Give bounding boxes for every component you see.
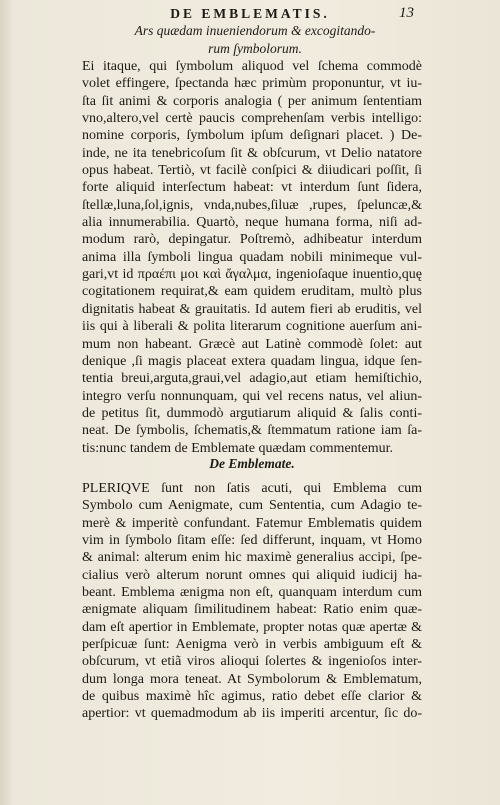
text-line: iis qui à liberali & polita literarum cognitione auerſum ani- — [82, 319, 422, 335]
text-line: de quibus maximè hîc agimus, ratio debet eſſe clarior & — [82, 689, 422, 705]
text-line: modum rarò, depingatur. Poſtremò, adhibeatur interdum — [82, 232, 422, 248]
text-line: ſtellæ,luna,ſol,ignis, vnda,nubes,ſiluæ ,rupes, ſpeluncæ,& — [82, 197, 422, 213]
text-line: dignitatis habeat & grauitatis. Id autem fieri ab eruditis, vel — [82, 301, 422, 317]
text-line: dum longa mora teneat. At Symbolorum & Emblematum, — [82, 671, 422, 687]
text-line: mum non habeant. Græcè aut Latinè commodè ſolet: aut — [82, 336, 422, 352]
text-line: opus habeat. Tertiò, vt facilè conſpici & diiudicari poſſit, ſi — [82, 163, 422, 179]
text-line: tentia breui,arguta,graui,vel adagio,aut etiam hemiſtichio, — [82, 371, 422, 387]
text-line: volet effingere, ſpectanda hæc primùm proponuntur, vt iu- — [82, 76, 422, 92]
paragraph-symbols — [82, 58, 422, 457]
text-line: PLERIQVE ſunt non ſatis acuti, qui Emblema cum — [82, 481, 422, 496]
text-line: dam eſt apertior in Emblemate, propter notas quæ apertæ & — [82, 619, 422, 635]
running-title: DE EMBLEMATIS. — [170, 6, 330, 21]
text-line: de petitus ſit, dummodò argutiarum aliquid & ſalis conti- — [82, 405, 422, 421]
section-heading: De Emblemate. — [209, 456, 295, 471]
subtitle-line-2: rum ſymbolorum. — [208, 41, 302, 56]
subtitle-line-1: Ars quædam inueniendorum & excogitando- — [134, 23, 376, 38]
text-line: ſta ſit animi & corporis analogia ( per animum ſententiam — [82, 93, 422, 109]
text-line: forte aliquid interſectum habeat: vt interdum ſunt ſidera, — [82, 180, 422, 196]
running-head — [0, 6, 500, 24]
text-line: cogitationem requirat,& eam quidem eruditam, multò plus — [82, 284, 422, 300]
paragraph-emblem — [82, 480, 422, 723]
page-number: 13 — [399, 5, 414, 21]
text-line: nomine corporis, ſymbolum ipſum deſignari placet. ) De- — [82, 128, 422, 144]
text-line: vno,altero,vel certè paucis comprehenſam verbis intelligo: — [82, 111, 422, 127]
text-line: apertior: vt quemadmodum ab iis imperiti arcentur, ſic do- — [82, 706, 422, 722]
text-line: denique ,ſi magis placeat extera quadam lingua, idque ſen- — [82, 353, 422, 369]
text-line: beant. Emblema ænigma non eſt, quanquam interdum cum — [82, 585, 422, 601]
text-line: alia innumerabilia. Quartò, neque humana forma, niſi ad- — [82, 215, 422, 231]
text-line: inde, ne ita tenebricoſum ſit & obſcurum, vt Delio natatore — [82, 145, 422, 161]
text-line: neat. De ſymbolis, ſchematis,& ſtemmatum ratione iam ſa- — [82, 423, 422, 439]
text-line: ænigmate aliquam ſimilitudinem habeat: Ratio enim quæ- — [82, 602, 422, 618]
text-line: integro verſu nonnunquam, qui vel recens natus, vel aliun- — [82, 388, 422, 404]
text-line: merè & imperitè confundant. Fatemur Emblematis quidem — [82, 515, 422, 531]
text-line: anima illa ſymboli lingua quadam nobili minimeque vul- — [82, 249, 422, 265]
text-line: perſpicuæ ſunt: Aenigma verò in verbis ambiguum eſt & — [82, 637, 422, 653]
text-line: vim in ſymbolo ſitam eſſe: ſed differunt, inquam, vt Homo — [82, 533, 422, 549]
text-line: obſcurum, vt etiã viros alioqui ſolertes & ingenioſos inter- — [82, 654, 422, 670]
text-line: Ei itaque, qui ſymbolum aliquod vel ſchema commodè — [82, 59, 422, 74]
text-line-greek: gari,vt id πραέπι μοι καὶ ἄγαλμα, ingenioſaque inuentio,quę — [82, 267, 422, 283]
text-line: & animal: alterum enim hic maximè generalius accipi, ſpe- — [82, 550, 422, 566]
text-line: tis:nunc tandem de Emblemate quædam commentemur. — [82, 440, 394, 456]
text-line: cialius verò alterum norunt omnes qui aliquid iudicij ha- — [82, 567, 422, 583]
text-line: Symbolo cum Aenigmate, cum Sententia, cum Adagio te- — [82, 498, 422, 514]
